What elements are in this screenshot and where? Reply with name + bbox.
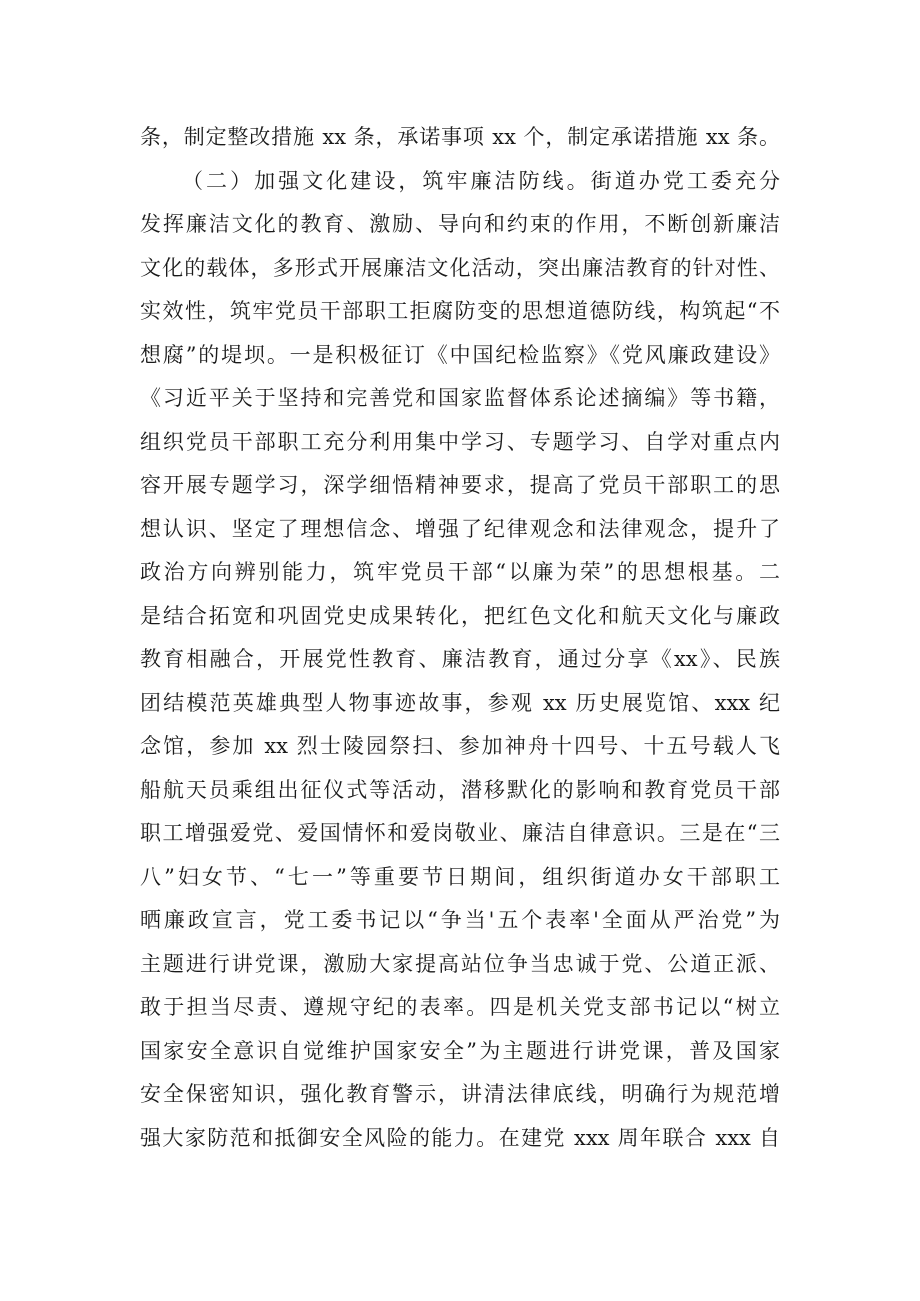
text-line: 敢于担当尽责、遵规守纪的表率。四是机关党支部书记以“树立 [140, 995, 780, 1019]
text-line: 念馆，参加 xx 烈士陵园祭扫、参加神舟十四号、十五号载人飞 [140, 734, 780, 758]
text-line: 安全保密知识，强化教育警示，讲清法律底线，明确行为规范增 [140, 1082, 780, 1106]
text-line: 政治方向辨别能力，筑牢党员干部“以廉为荣”的思想根基。二 [140, 560, 780, 584]
text-line: 想腐”的堤坝。一是积极征订《中国纪检监察》《党风廉政建设》 [140, 342, 780, 367]
text-line: 船航天员乘组出征仪式等活动，潜移默化的影响和教育党员干部 [140, 777, 780, 802]
text-line: 想认识、坚定了理想信念、增强了纪律观念和法律观念，提升了 [140, 516, 780, 541]
text-line: 主题进行讲党课，激励大家提高站位争当忠诚于党、公道正派、 [140, 951, 780, 976]
text-line: 职工增强爱党、爱国情怀和爱岗敬业、廉洁自律意识。三是在“三 [140, 821, 780, 845]
text-line: 实效性，筑牢党员干部职工拒腐防变的思想道德防线，构筑起“不 [140, 299, 780, 323]
text-line: 文化的载体，多形式开展廉洁文化活动，突出廉洁教育的针对性、 [140, 255, 780, 280]
text-line: 八”妇女节、“七一”等重要节日期间，组织街道办女干部职工 [140, 864, 780, 889]
text-line: 《习近平关于坚持和完善党和国家监督体系论述摘编》等书籍， [140, 386, 780, 410]
text-line: 条，制定整改措施 xx 条，承诺事项 xx 个，制定承诺措施 xx 条。 [140, 125, 780, 149]
text-line: 发挥廉洁文化的教育、激励、导向和约束的作用，不断创新廉洁 [140, 212, 780, 236]
text-line: 晒廉政宣言，党工委书记以“争当'五个表率'全面从严治党”为 [140, 908, 780, 932]
body-text [140, 116, 780, 1160]
section-heading-line: （二）加强文化建设，筑牢廉洁防线。街道办党工委充分 [182, 168, 780, 193]
text-line: 组织党员干部职工充分利用集中学习、专题学习、自学对重点内 [140, 429, 780, 454]
text-line: 容开展专题学习，深学细悟精神要求，提高了党员干部职工的思 [140, 473, 780, 497]
text-line: 教育相融合，开展党性教育、廉洁教育，通过分享《xx》、民族 [140, 647, 780, 671]
text-line: 是结合拓宽和巩固党史成果转化，把红色文化和航天文化与廉政 [140, 603, 780, 628]
text-line: 团结模范英雄典型人物事迹故事，参观 xx 历史展览馆、xxx 纪 [140, 690, 780, 715]
text-line: 国家安全意识自觉维护国家安全”为主题进行讲党课，普及国家 [140, 1038, 780, 1063]
text-line: 强大家防范和抵御安全风险的能力。在建党 xxx 周年联合 xxx 自 [140, 1125, 780, 1150]
